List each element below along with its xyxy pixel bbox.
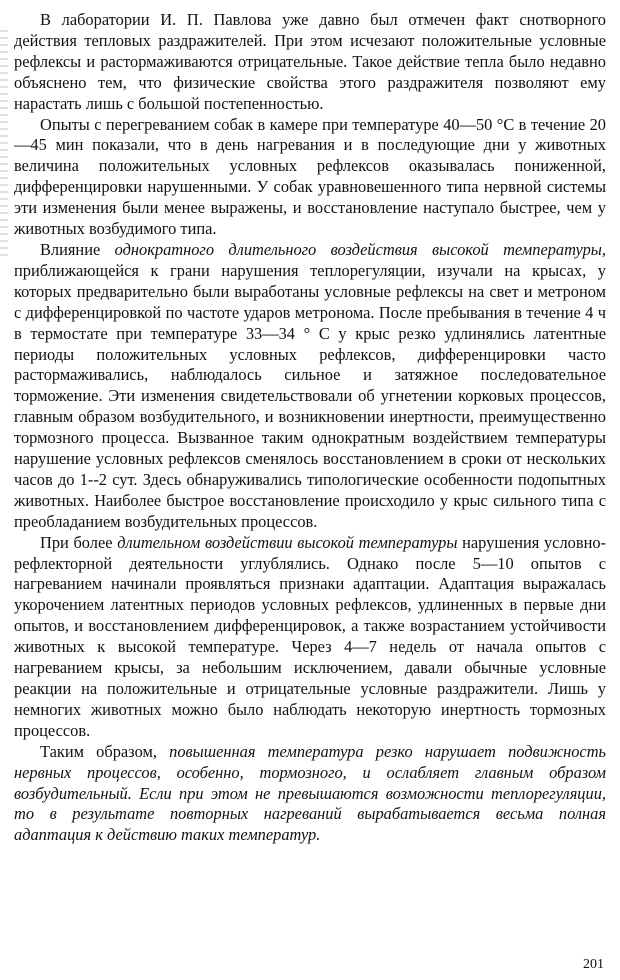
paragraph-3 xyxy=(14,240,606,533)
paragraph-3-run-3: приближающейся к грани нарушения теплорегуляции, изучали на крысах, у которых предварительно были выработаны условные рефлексы на свет и метроном с дифференцировкой по частоте ударов метронома. После пребывания в течение 4 ч в термостате при температуре 33—34 ° С у крыс резко удлинялись латентные периоды положительных условных рефлексов, дифференцировки часто растормаживались, наблюдалось сильное и затяжное последовательное торможение. Эти изменения свидетельствовали об угнетении корковых процессов, главным образом возбудительного, и возникновении инертности, преимущественно тормозного процесса. Вызванное таким однократным воздействием температуры нарушение условных рефлексов сменялось восстановлением в сроки от нескольких часов до 1--2 сут. Здесь обнаруживались типологические особенности подопытных животных. Наиболее быстрое восстановление происходило у крыс сильного типа с преобладанием возбудительных процессов. xyxy=(14,260,606,531)
paragraph-4-italic-run: длительном воздействии высокой температуры xyxy=(117,532,458,552)
paragraph-2-text: Опыты с перегреванием собак в камере при температуре 40—50 °С в течение 20—45 мин показали, что в день нагревания и в последующие дни у животных величина положительных условных рефлексов оказывалась пониженной, дифференцировки нарушенными. У собак уравновешенного типа нервной системы эти изменения были менее выражены, и восстановление наступало быстрее, чем у животных возбудимого типа. xyxy=(14,114,606,239)
paragraph-3-run-1: Влияние xyxy=(40,239,115,259)
paragraph-5 xyxy=(14,742,606,847)
paragraph-4-run-1: При более xyxy=(40,532,118,552)
paragraph-4-run-3: нарушения условно-рефлекторной деятельности углублялись. Однако после 5—10 опытов с нагреванием начинали проявляться признаки адаптации. Адаптация выражалась укорочением латентных периодов условных рефлексов, удлиненных в первые дни опытов, и восстановлением дифференцировок, а также возрастанием устойчивости животных к высокой температуре. Через 4—7 недель от начала опытов с нагреванием крысы, за небольшим исключением, давали обычные условные реакции на положительные и отрицательные условные раздражители. Лишь у немногих животных можно было наблюдать некоторую инертность тормозных процессов. xyxy=(14,532,606,740)
paragraph-5-italic-run: повышенная температура резко нарушает подвижность нервных процессов, особенно, тормозного, и ослабляет главным образом возбудительный. Если при этом не превышаются возможности теплорегуляции, то в результате повторных нагреваний вырабатывается весьма полная адаптация к действию таких температур. xyxy=(14,741,606,845)
paragraph-1-text: В лаборатории И. П. Павлова уже давно был отмечен факт снотворного действия тепловых раздражителей. При этом исчезают положительные условные рефлексы и растормаживаются отрицательные. Такое действие тепла было недавно объяснено тем, что физические свойства этого раздражителя позволяют ему нарастать лишь с большой постепенностью. xyxy=(14,10,606,113)
paragraph-2 xyxy=(14,115,606,240)
paragraph-5-run-1: Таким образом, xyxy=(40,741,170,761)
paragraph-1 xyxy=(14,10,606,115)
page-number: 201 xyxy=(583,957,604,972)
paragraph-4 xyxy=(14,533,606,742)
scan-edge-shadow xyxy=(0,30,8,260)
paragraph-3-italic-run: однократного длительного воздействия высокой температуры, xyxy=(114,239,606,259)
